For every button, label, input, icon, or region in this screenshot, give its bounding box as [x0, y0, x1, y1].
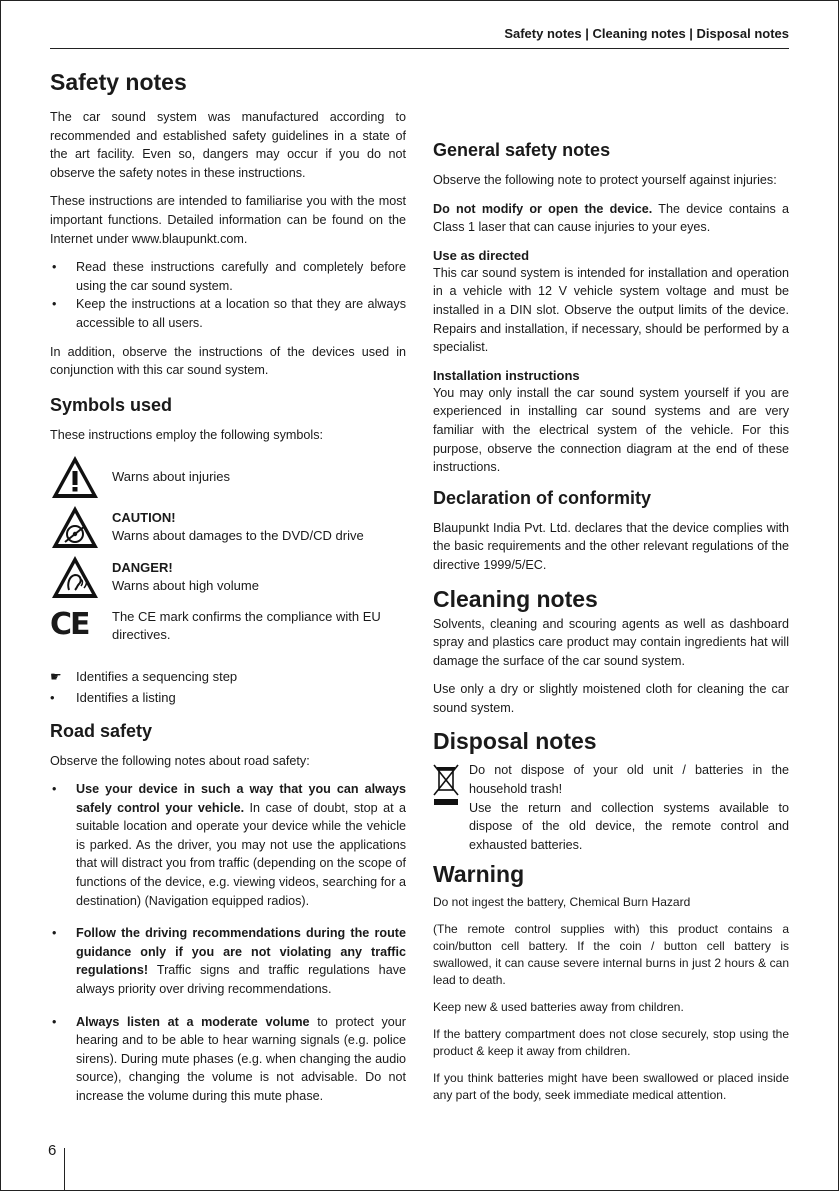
use-as-directed-text: This car sound system is intended for installation and operation in a vehicle with 12 V vehicle system voltage and must be installed in a DIN slot. Observe the output limits of the device. Repairs and installation, if necessary, should be performed by a specialist.	[433, 265, 789, 355]
general-intro: Observe the following note to protect yourself against injuries:	[433, 173, 777, 187]
cleaning-p2: Use only a dry or slightly moistened cloth for cleaning the car sound system.	[433, 682, 789, 715]
warning-p5: If you think batteries might have been swallowed or placed inside any part of the body, seek immediate medical attention.	[433, 1071, 789, 1103]
symbol-ce	[50, 608, 406, 644]
pointing-hand-icon: ☛	[50, 669, 62, 685]
bullet-mark: •	[50, 689, 55, 705]
road-intro: Observe the following notes about road safety:	[50, 753, 310, 768]
list-item: • Read these instructions carefully and completely before using the car sound system.	[50, 258, 406, 295]
disposal-p1: Do not dispose of your old unit / batteries in the household trash!	[469, 763, 789, 797]
road-safety-title: Road safety	[50, 720, 153, 741]
danger-text: Warns about high volume	[112, 578, 259, 594]
right-column	[433, 67, 789, 1114]
warning-title: Warning	[433, 861, 525, 888]
conformity-text: Blaupunkt India Pvt. Ltd. declares that the device complies with the basic requirements and the other relevant regulations of the directive 1999/5/EC.	[433, 520, 789, 572]
safety-bullet-list	[50, 258, 406, 332]
list-item: • Keep the instructions at a location so that they are always accessible to all users.	[50, 295, 406, 332]
disposal-block	[433, 761, 789, 854]
safety-notes-title: Safety notes	[50, 69, 187, 95]
symbol-injury-text: Warns about injuries	[112, 469, 231, 485]
left-column	[50, 60, 406, 1120]
general-safety-title: General safety notes	[433, 140, 611, 160]
listing-text: Identifies a listing	[76, 689, 176, 705]
symbol-danger	[50, 554, 406, 600]
warning-p4: If the battery compartment does not close securely, stop using the product & keep it away from children.	[433, 1027, 789, 1059]
installation-title: Installation instructions	[433, 367, 580, 383]
warning-p3: Keep new & used batteries away from children.	[433, 1000, 684, 1015]
running-header: Safety notes | Cleaning notes | Disposal notes	[504, 26, 789, 41]
ear-warning-icon	[50, 554, 100, 600]
caution-text: Warns about damages to the DVD/CD drive	[112, 528, 364, 544]
ce-mark-icon: CE	[50, 607, 89, 643]
symbol-caution	[50, 504, 406, 550]
conformity-title: Declaration of conformity	[433, 487, 652, 508]
installation-text: You may only install the car sound system yourself if you are experienced in installing car sound systems and are very familiar with the electrical system of the vehicle. For this purpose, observe the connection diagram at the end of these instructions.	[433, 385, 789, 475]
disposal-notes-title: Disposal notes	[433, 728, 597, 755]
disposal-p2: Use the return and collection systems available to dispose of the old device, the remote control and exhausted batteries.	[469, 800, 789, 852]
page-number: 6	[48, 1142, 57, 1159]
list-item: • Follow the driving recommendations during the route guidance only if you are not violating any traffic regulations! Traffic signs and traffic regulations have always priority over driving recommendations.	[50, 924, 406, 998]
caution-label: CAUTION!	[112, 510, 176, 526]
safety-addition-paragraph: In addition, observe the instructions of the devices used in conjunction with this car sound system.	[50, 344, 406, 378]
header-rule	[50, 48, 789, 49]
warning-p2: (The remote control supplies with) this product contains a coin/button cell battery. If the coin / button cell battery is swallowed, it can cause severe internal burns in just 2 hours & can lead to death.	[433, 922, 789, 988]
ce-text: The CE mark confirms the compliance with EU directives.	[112, 609, 381, 643]
crossed-bin-icon	[433, 763, 459, 807]
cleaning-notes-title: Cleaning notes	[433, 585, 598, 612]
road-safety-list	[50, 780, 406, 1106]
cleaning-p1: Solvents, cleaning and scouring agents as well as dashboard spray and plastics care product may contain ingredients hat will damage the surface of the car sound system.	[433, 616, 789, 668]
safety-intro-paragraph: The car sound system was manufactured according to recommended and established safety guidelines in a state of the art facility. Even so, dangers may occur if you do not observe the safety notes in these instructions.	[50, 110, 406, 180]
use-as-directed-title: Use as directed	[433, 247, 530, 263]
symbols-used-title: Symbols used	[50, 394, 173, 415]
symbol-step	[50, 668, 406, 687]
modify-warning: Do not modify or open the device. The device contains a Class 1 laser that can cause injuries to your eyes.	[433, 201, 789, 235]
symbols-intro: These instructions employ the following symbols:	[50, 427, 323, 442]
symbol-listing	[50, 689, 406, 708]
warning-triangle-icon	[50, 454, 100, 500]
safety-familiarise-paragraph: These instructions are intended to familiarise you with the most important functions. Detailed information can be found on the Internet under www.blaupunkt.com.	[50, 194, 406, 246]
list-item: • Always listen at a moderate volume to protect your hearing and to be able to hear warning signals (e.g. police sirens). During mute phases (e.g. when changing the audio source), changing the volume is not advisable. Do not increase the volume during this mute phase.	[50, 1013, 406, 1106]
danger-label: DANGER!	[112, 560, 173, 576]
footer-rule	[64, 1148, 65, 1190]
symbol-injury	[50, 454, 406, 500]
disc-warning-icon	[50, 504, 100, 550]
step-text: Identifies a sequencing step	[76, 669, 238, 685]
list-item: • Use your device in such a way that you can always safely control your vehicle. In case of doubt, stop at a suitable location and operate your device while the vehicle is parked. As the driver, you may not use the applications that will distract you from traffic (depending on the scope of functions of the device, e.g. viewing videos, searching for a destination) (Navigation equipped radios).	[50, 780, 406, 910]
warning-p1: Do not ingest the battery, Chemical Burn Hazard	[433, 895, 691, 910]
